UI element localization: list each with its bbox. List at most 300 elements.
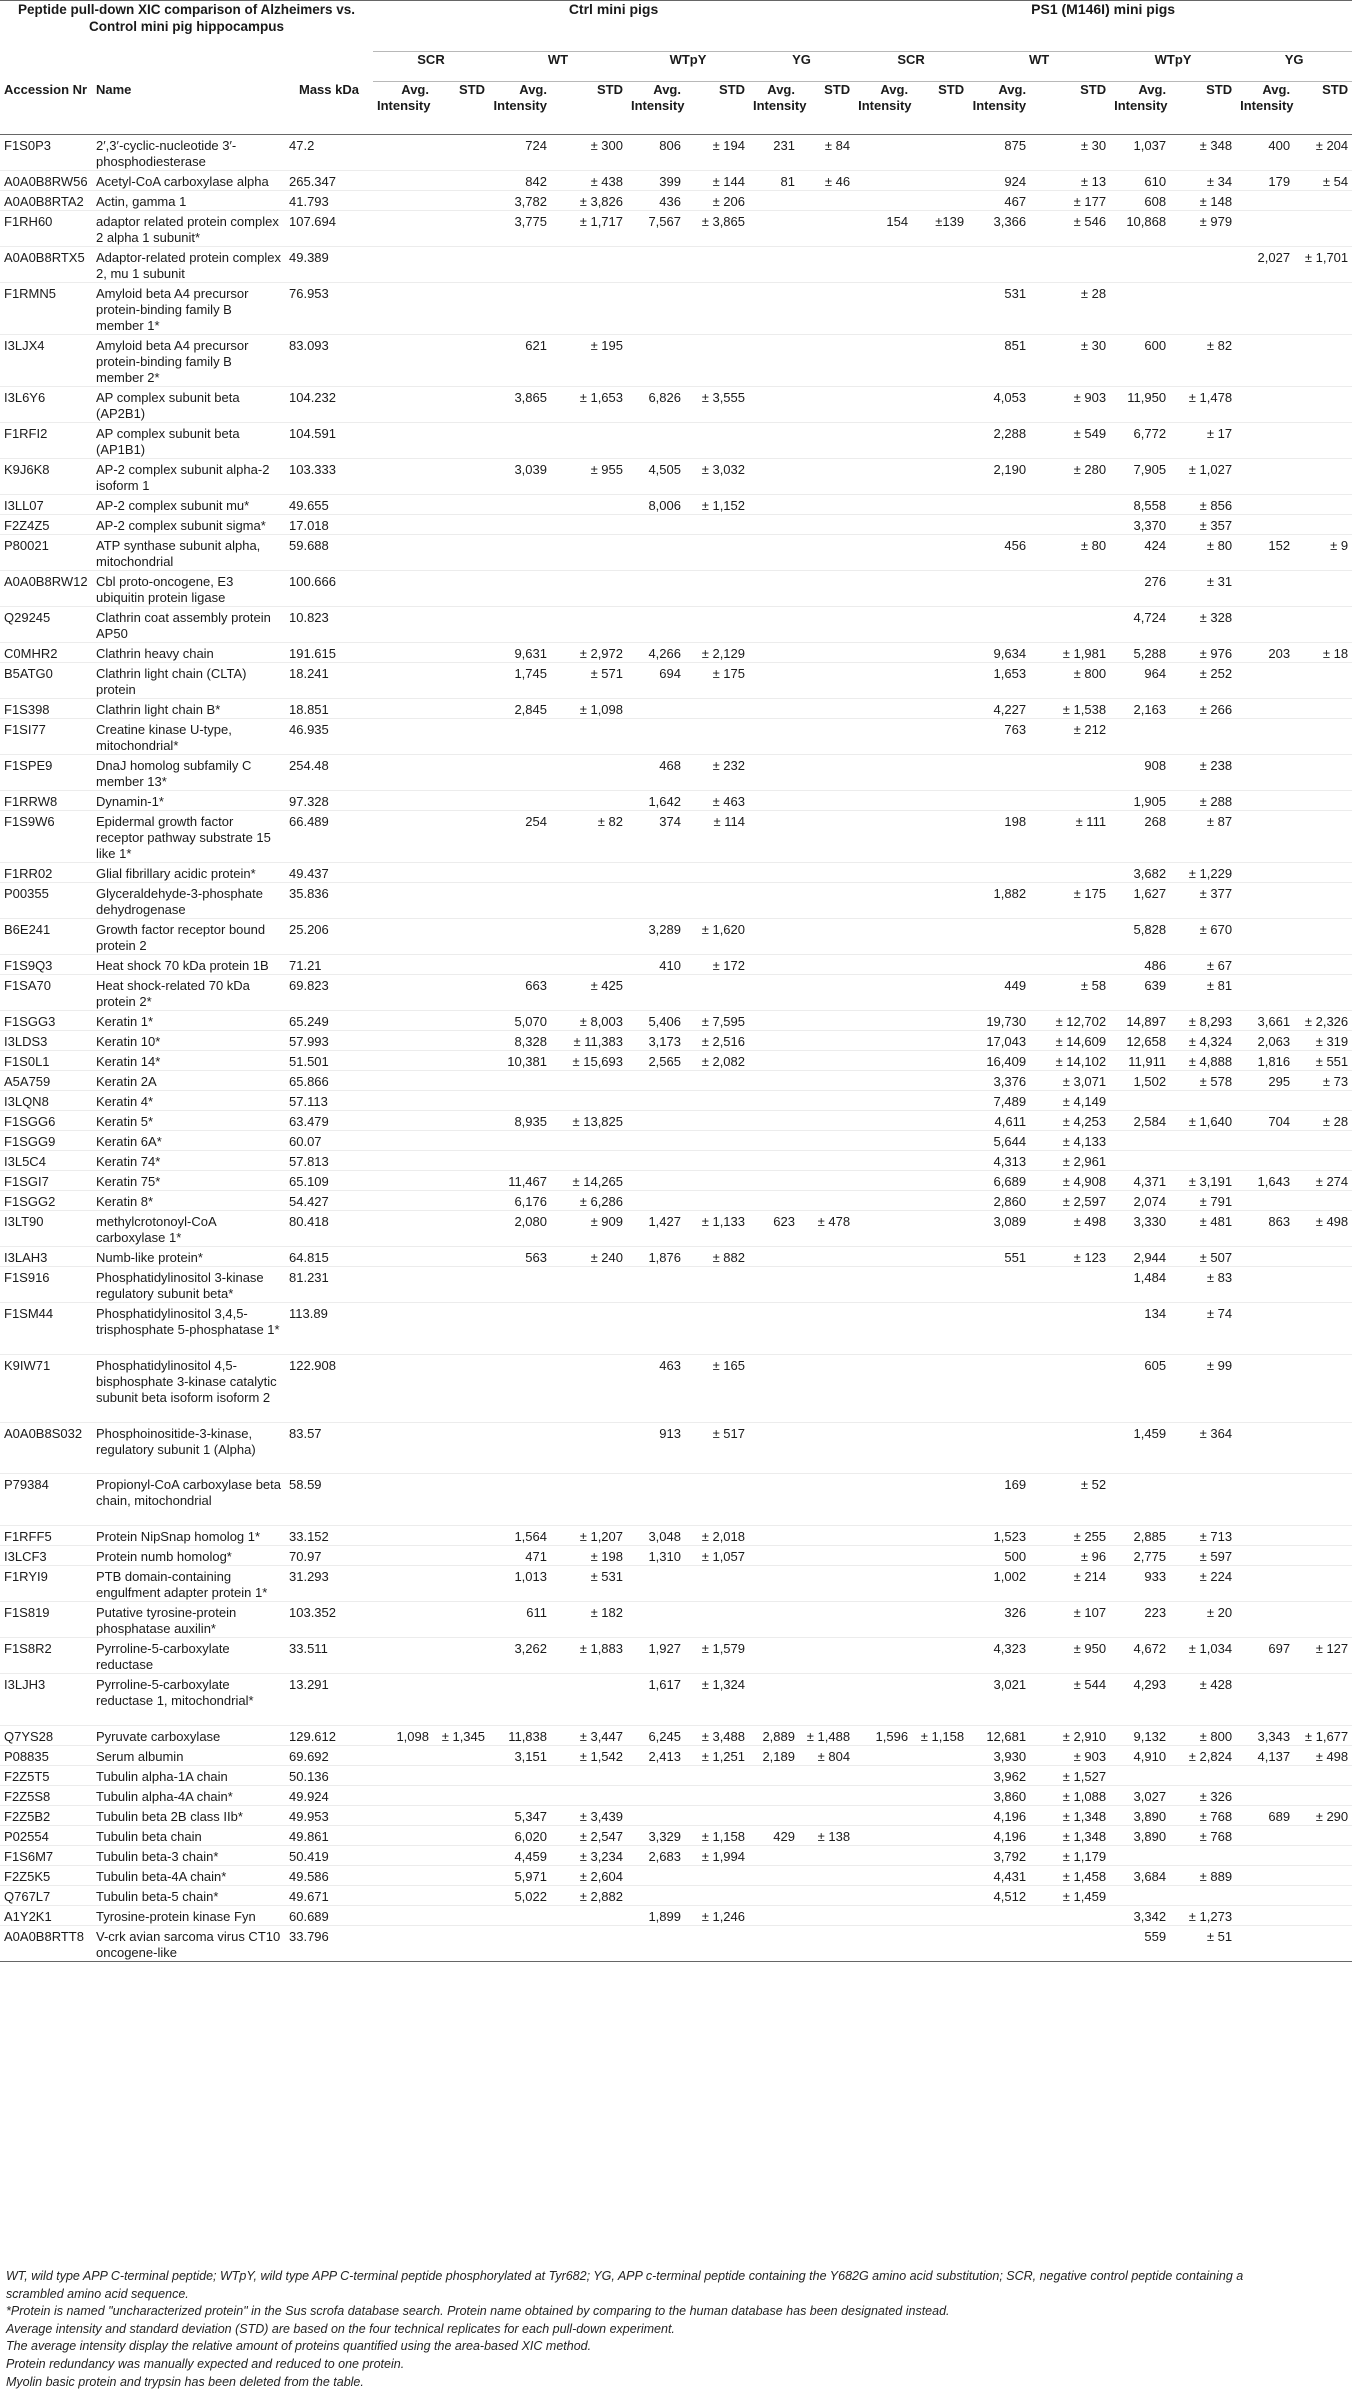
mass-cell: 71.21 [285,955,373,975]
avg-intensity-cell: 4,313 [968,1151,1030,1171]
std-cell: ± 517 [685,1422,749,1474]
std-cell: ± 950 [1030,1638,1110,1674]
avg-intensity-cell: 486 [1110,955,1170,975]
std-cell [1294,211,1352,247]
avg-intensity-cell: 12,681 [968,1725,1030,1745]
avg-intensity-cell [854,1602,912,1638]
avg-intensity-cell [854,1745,912,1765]
name-cell: AP-2 complex subunit mu* [92,495,285,515]
avg-intensity-cell [749,1131,799,1151]
avg-intensity-cell: 3,289 [627,919,685,955]
avg-intensity-cell [489,919,551,955]
avg-intensity-cell [854,1805,912,1825]
std-cell: ± 1,981 [1030,643,1110,663]
accession-cell: I3LJH3 [0,1674,92,1726]
table-row [0,919,1352,955]
avg-intensity-cell [749,1247,799,1267]
avg-intensity-cell [1236,1602,1294,1638]
name-cell: Keratin 14* [92,1051,285,1071]
avg-intensity-cell [373,1638,433,1674]
avg-intensity-cell: 610 [1110,171,1170,191]
std-cell [912,1526,968,1546]
table-row [0,883,1352,919]
avg-intensity-cell [1236,1091,1294,1111]
std-cell [433,335,489,387]
std-cell: ± 18 [1294,643,1352,663]
avg-intensity-cell: 1,642 [627,791,685,811]
std-cell: ± 30 [1030,135,1110,171]
std-cell: ± 4,133 [1030,1131,1110,1151]
std-cell: ± 478 [799,1211,854,1247]
avg-intensity-cell [489,423,551,459]
accession-cell: F2Z5B2 [0,1805,92,1825]
avg-intensity-cell: 3,860 [968,1785,1030,1805]
avg-intensity-cell [854,1354,912,1422]
std-cell [799,699,854,719]
std-cell: ± 1,324 [685,1674,749,1726]
col-std: STD [1030,82,1110,135]
mass-cell: 49.586 [285,1865,373,1885]
std-cell [799,459,854,495]
avg-intensity-cell: 19,730 [968,1011,1030,1031]
std-cell [912,1011,968,1031]
std-cell [433,1151,489,1171]
std-cell [433,1546,489,1566]
std-cell [912,1111,968,1131]
std-cell: ± 1,883 [551,1638,627,1674]
avg-intensity-cell: 2,080 [489,1211,551,1247]
avg-intensity-cell [489,1474,551,1526]
table-row [0,135,1352,171]
std-cell: ± 328 [1170,607,1236,643]
std-cell [1294,975,1352,1011]
std-cell [799,791,854,811]
std-cell: ± 74 [1170,1303,1236,1355]
std-cell [551,955,627,975]
std-cell: ± 175 [685,663,749,699]
col-avg-intensity: Avg. Intensity [373,82,433,135]
table-row [0,719,1352,755]
avg-intensity-cell [749,755,799,791]
table-row [0,975,1352,1011]
avg-intensity-cell [1236,1354,1294,1422]
std-cell: ± 463 [685,791,749,811]
footnote-line: Average intensity and standard deviation (STD) are based on the four technical replicates for each pull-down experiment. [6,2321,675,2336]
mass-cell: 49.953 [285,1805,373,1825]
std-cell [685,1566,749,1602]
std-cell: ±139 [912,211,968,247]
avg-intensity-cell: 608 [1110,191,1170,211]
avg-intensity-cell: 2,683 [627,1845,685,1865]
avg-intensity-cell [854,1526,912,1546]
avg-intensity-cell: 1,427 [627,1211,685,1247]
avg-intensity-cell [1236,1925,1294,1961]
avg-intensity-cell: 1,037 [1110,135,1170,171]
name-cell: V-crk avian sarcoma virus CT10 oncogene-like [92,1925,285,1961]
name-cell: Keratin 74* [92,1151,285,1171]
std-cell [799,883,854,919]
avg-intensity-cell: 1,013 [489,1566,551,1602]
avg-intensity-cell: 6,020 [489,1825,551,1845]
std-cell [1294,1546,1352,1566]
avg-intensity-cell [854,571,912,607]
avg-intensity-cell: 924 [968,171,1030,191]
mass-cell: 59.688 [285,535,373,571]
name-cell: Tubulin beta-3 chain* [92,1845,285,1865]
std-cell [1170,1885,1236,1905]
mass-cell: 100.666 [285,571,373,607]
std-cell [551,755,627,791]
avg-intensity-cell [627,1111,685,1131]
std-cell: ± 54 [1294,171,1352,191]
avg-intensity-cell [749,643,799,663]
std-cell: ± 31 [1170,571,1236,607]
std-cell [799,919,854,955]
accession-cell: F1SA70 [0,975,92,1011]
std-cell [1294,1526,1352,1546]
avg-intensity-cell [968,1267,1030,1303]
avg-intensity-cell: 3,782 [489,191,551,211]
avg-intensity-cell [373,1011,433,1031]
std-cell: ± 889 [1170,1865,1236,1885]
accession-cell: P02554 [0,1825,92,1845]
std-cell [912,1474,968,1526]
std-cell [551,719,627,755]
avg-intensity-cell: 3,376 [968,1071,1030,1091]
std-cell: ± 182 [551,1602,627,1638]
mass-cell: 103.352 [285,1602,373,1638]
std-cell [433,571,489,607]
avg-intensity-cell: 9,631 [489,643,551,663]
avg-intensity-cell [854,811,912,863]
mass-cell: 69.823 [285,975,373,1011]
std-cell [1294,1422,1352,1474]
avg-intensity-cell: 1,627 [1110,883,1170,919]
col-avg-intensity: Avg. Intensity [968,82,1030,135]
avg-intensity-cell [1110,1845,1170,1865]
std-cell [799,387,854,423]
avg-intensity-cell [854,1925,912,1961]
avg-intensity-cell [1236,1474,1294,1526]
avg-intensity-cell [749,1602,799,1638]
std-cell [685,1151,749,1171]
avg-intensity-cell [854,1546,912,1566]
avg-intensity-cell: 1,564 [489,1526,551,1546]
avg-intensity-cell: 2,074 [1110,1191,1170,1211]
std-cell: ± 955 [551,459,627,495]
avg-intensity-cell [749,1785,799,1805]
avg-intensity-cell [627,1151,685,1171]
avg-intensity-cell [489,1091,551,1111]
std-cell [433,1825,489,1845]
std-cell [912,1602,968,1638]
accession-cell: F2Z5S8 [0,1785,92,1805]
mass-cell: 66.489 [285,811,373,863]
std-cell [1294,495,1352,515]
avg-intensity-cell [968,1303,1030,1355]
std-cell: ± 14,609 [1030,1031,1110,1051]
std-cell [1294,699,1352,719]
std-cell [1294,1925,1352,1961]
avg-intensity-cell: 863 [1236,1211,1294,1247]
std-cell [912,1151,968,1171]
avg-intensity-cell: 3,021 [968,1674,1030,1726]
avg-intensity-cell [373,1546,433,1566]
std-cell [433,1805,489,1825]
accession-cell: F1S6M7 [0,1845,92,1865]
std-cell: ± 8,003 [551,1011,627,1031]
avg-intensity-cell [373,1354,433,1422]
avg-intensity-cell: 152 [1236,535,1294,571]
std-cell [1294,1845,1352,1865]
std-cell [551,863,627,883]
avg-intensity-cell [854,719,912,755]
avg-intensity-cell: 3,865 [489,387,551,423]
accession-cell: F2Z5K5 [0,1865,92,1885]
name-cell: Keratin 75* [92,1171,285,1191]
accession-cell: F1RMN5 [0,283,92,335]
std-cell: ± 206 [685,191,749,211]
std-cell [1294,1674,1352,1726]
avg-intensity-cell [749,1905,799,1925]
std-cell: ± 1,158 [685,1825,749,1845]
avg-intensity-cell: 8,328 [489,1031,551,1051]
std-cell [799,1171,854,1191]
name-cell: Heat shock-related 70 kDa protein 2* [92,975,285,1011]
avg-intensity-cell: 4,227 [968,699,1030,719]
std-cell [433,755,489,791]
avg-intensity-cell [854,699,912,719]
avg-intensity-cell [489,791,551,811]
avg-intensity-cell [1236,1905,1294,1925]
avg-intensity-cell [373,1602,433,1638]
avg-intensity-cell [627,1131,685,1151]
mass-cell: 50.419 [285,1845,373,1865]
name-cell: Clathrin light chain (CLTA) protein [92,663,285,699]
table-row [0,1805,1352,1825]
std-cell [433,811,489,863]
std-cell [799,1151,854,1171]
avg-intensity-cell [854,1885,912,1905]
name-cell: Keratin 2A [92,1071,285,1091]
avg-intensity-cell [854,1031,912,1051]
avg-intensity-cell: 154 [854,211,912,247]
avg-intensity-cell: 7,489 [968,1091,1030,1111]
std-cell [912,1051,968,1071]
avg-intensity-cell [854,791,912,811]
std-cell [799,191,854,211]
name-cell: Amyloid beta A4 precursor protein-binding family B member 2* [92,335,285,387]
avg-intensity-cell [749,1031,799,1051]
avg-intensity-cell [854,1091,912,1111]
avg-intensity-cell: 4,053 [968,387,1030,423]
avg-intensity-cell [1236,719,1294,755]
std-cell [685,423,749,459]
avg-intensity-cell [1236,663,1294,699]
std-cell [433,1211,489,1247]
avg-intensity-cell: 169 [968,1474,1030,1526]
std-cell [799,1474,854,1526]
name-cell: Phosphatidylinositol 4,5-bisphosphate 3-kinase catalytic subunit beta isoform isoform 2 [92,1354,285,1422]
std-cell [1030,247,1110,283]
avg-intensity-cell: 6,826 [627,387,685,423]
std-cell: ± 791 [1170,1191,1236,1211]
table-row [0,1031,1352,1051]
std-cell [551,495,627,515]
std-cell [685,719,749,755]
accession-cell: I3LCF3 [0,1546,92,1566]
std-cell [551,1131,627,1151]
avg-intensity-cell [373,1071,433,1091]
std-cell [1030,755,1110,791]
std-cell [433,211,489,247]
std-cell: ± 2,082 [685,1051,749,1071]
std-cell [433,1745,489,1765]
avg-intensity-cell [373,1091,433,1111]
std-cell: ± 882 [685,1247,749,1267]
std-cell: ± 1,994 [685,1845,749,1865]
avg-intensity-cell [1236,811,1294,863]
std-cell [799,1638,854,1674]
std-cell [912,1805,968,1825]
accession-cell: B6E241 [0,919,92,955]
avg-intensity-cell [373,1785,433,1805]
avg-intensity-cell [854,607,912,643]
avg-intensity-cell [627,1071,685,1091]
name-cell: Glial fibrillary acidic protein* [92,863,285,883]
std-cell [912,1191,968,1211]
std-cell [1294,791,1352,811]
std-cell: ± 3,447 [551,1725,627,1745]
std-cell [551,423,627,459]
std-cell [799,1131,854,1151]
table-row [0,387,1352,423]
std-cell [551,1267,627,1303]
std-cell [912,535,968,571]
std-cell: ± 194 [685,135,749,171]
avg-intensity-cell: 2,584 [1110,1111,1170,1131]
avg-intensity-cell: 4,266 [627,643,685,663]
table-row [0,515,1352,535]
avg-intensity-cell [968,863,1030,883]
avg-intensity-cell: 5,406 [627,1011,685,1031]
std-cell [1030,1422,1110,1474]
avg-intensity-cell [1110,1885,1170,1905]
std-cell [433,1422,489,1474]
avg-intensity-cell: 1,310 [627,1546,685,1566]
std-cell: ± 1,478 [1170,387,1236,423]
std-cell: ± 28 [1294,1111,1352,1131]
std-cell [912,1211,968,1247]
avg-intensity-cell [373,1865,433,1885]
std-cell [1170,1131,1236,1151]
accession-cell: A0A0B8RW56 [0,171,92,191]
avg-intensity-cell [373,1191,433,1211]
mass-cell: 254.48 [285,755,373,791]
avg-intensity-cell: 3,370 [1110,515,1170,535]
std-cell [1030,571,1110,607]
col-mass: Mass kDa [285,82,373,135]
avg-intensity-cell: 964 [1110,663,1170,699]
mass-cell: 57.113 [285,1091,373,1111]
std-cell: ± 67 [1170,955,1236,975]
avg-intensity-cell: 3,792 [968,1845,1030,1865]
std-cell: ± 214 [1030,1566,1110,1602]
std-cell [433,1303,489,1355]
accession-cell: I3LDS3 [0,1031,92,1051]
name-cell: AP complex subunit beta (AP1B1) [92,423,285,459]
std-cell [912,1546,968,1566]
name-cell: Phosphatidylinositol 3,4,5-trisphosphate 5-phosphatase 1* [92,1303,285,1355]
std-cell [912,1354,968,1422]
avg-intensity-cell [627,515,685,535]
std-cell: ± 1,459 [1030,1885,1110,1905]
std-cell [912,1865,968,1885]
table-row [0,1765,1352,1785]
avg-intensity-cell: 3,173 [627,1031,685,1051]
std-cell: ± 80 [1030,535,1110,571]
avg-intensity-cell [749,1865,799,1885]
avg-intensity-cell [373,515,433,535]
avg-intensity-cell [627,863,685,883]
avg-intensity-cell: 3,330 [1110,1211,1170,1247]
std-cell: ± 8,293 [1170,1011,1236,1031]
table-row [0,1526,1352,1546]
subgroup-ps1-wtpy: WTpY [1110,52,1236,82]
std-cell: ± 768 [1170,1825,1236,1845]
avg-intensity-cell [489,495,551,515]
avg-intensity-cell [968,495,1030,515]
avg-intensity-cell [749,1151,799,1171]
avg-intensity-cell [1236,1267,1294,1303]
avg-intensity-cell [373,459,433,495]
accession-cell: F1RFF5 [0,1526,92,1546]
accession-cell: C0MHR2 [0,643,92,663]
std-cell [799,495,854,515]
avg-intensity-cell [627,247,685,283]
std-cell: ± 13,825 [551,1111,627,1131]
avg-intensity-cell: 639 [1110,975,1170,1011]
name-cell: Tubulin beta-5 chain* [92,1885,285,1905]
mass-cell: 49.671 [285,1885,373,1905]
std-cell: ± 531 [551,1566,627,1602]
std-cell: ± 1,579 [685,1638,749,1674]
avg-intensity-cell: 179 [1236,171,1294,191]
std-cell [551,283,627,335]
std-cell [1030,515,1110,535]
std-cell [685,1785,749,1805]
name-cell: Keratin 1* [92,1011,285,1031]
std-cell [433,1765,489,1785]
std-cell: ± 204 [1294,135,1352,171]
std-cell [685,1131,749,1151]
std-cell [912,515,968,535]
avg-intensity-cell [627,607,685,643]
avg-intensity-cell [1236,1825,1294,1845]
avg-intensity-cell [854,1674,912,1726]
std-cell [1294,719,1352,755]
avg-intensity-cell [373,1885,433,1905]
std-cell [685,247,749,283]
avg-intensity-cell: 9,132 [1110,1725,1170,1745]
name-cell: Phosphatidylinositol 3-kinase regulatory subunit beta* [92,1267,285,1303]
avg-intensity-cell [1236,335,1294,387]
avg-intensity-cell [373,883,433,919]
avg-intensity-cell [627,283,685,335]
avg-intensity-cell [749,1638,799,1674]
avg-intensity-cell [373,1031,433,1051]
std-cell [433,1674,489,1726]
